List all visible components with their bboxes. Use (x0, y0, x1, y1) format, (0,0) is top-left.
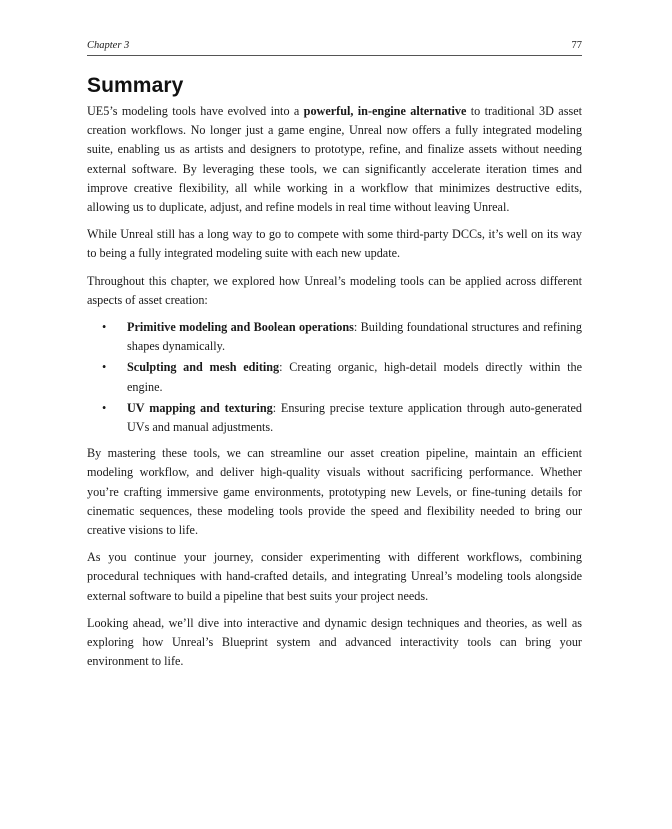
list-item (87, 318, 582, 356)
list-item-term: Primitive modeling and Boolean operations (127, 320, 354, 335)
list-item (87, 399, 582, 437)
page-number: 77 (571, 40, 582, 51)
page (87, 40, 582, 679)
list-item-term: UV mapping and texturing (127, 400, 273, 415)
bullet-mark: • (102, 320, 107, 335)
list-item-text: : Building foundational structures and refining shapes dynamically. (127, 320, 582, 354)
list-item-text: : Creating organic, high-detail models directly within the engine. (127, 360, 582, 394)
paragraph-intro-start: UE5’s modeling tools have evolved into a (87, 104, 304, 118)
paragraph-continue-journey: As you continue your journey, consider experimenting with different workflows, combining procedural techniques with hand-crafted details, and integrating Unreal’s modeling tools alongside external software to build a pipeline that best suits your project needs. (87, 550, 582, 603)
bullet-mark: • (102, 360, 107, 375)
paragraph-intro (87, 102, 582, 217)
paragraph-dcc-comparison: While Unreal still has a long way to go to compete with some third-party DCCs, it’s well on its way to being a fully integrated modeling suite with each new update. (87, 227, 582, 261)
list-item-text: : Ensuring precise texture application through auto-generated UVs and manual adjustments. (127, 400, 582, 435)
list-item-term: Sculpting and mesh editing (127, 360, 280, 375)
chapter-label: Chapter 3 (87, 40, 130, 51)
list-item (87, 358, 582, 396)
paragraph-looking-ahead: Looking ahead, we’ll dive into interactive and dynamic design techniques and theories, as well as exploring how Unreal’s Blueprint system and advanced interactivity tools can bring your environment to life. (87, 615, 582, 669)
paragraph-intro-emphasis: powerful, in-engine alternative (303, 104, 467, 118)
running-header (87, 40, 582, 56)
bullet-mark: • (102, 400, 107, 415)
paragraph-intro-rest: to traditional 3D asset creation workflows. No longer just a game engine, Unreal now offers a fully integrated modeling suite, enabling us as artists and designers to prototype, refine, and finalize assets without needing external software. By leveraging these tools, we can significantly accelerate iteration times and improve creative flexibility, all while working in a workflow that minimizes destructive edits, allowing us to duplicate, adjust, and refine models in real time without leaving Unreal. (87, 104, 582, 215)
topic-list (87, 318, 582, 437)
paragraph-chapter-overview: Throughout this chapter, we explored how Unreal’s modeling tools can be applied across different aspects of asset creation: (87, 273, 582, 307)
paragraph-mastering: By mastering these tools, we can streamline our asset creation pipeline, maintain an efficient modeling workflow, and deliver high-quality visuals without sacrificing performance. Whether you’re crafting immersive game environments, prototyping new Levels, or fine-tuning details for cinematic sequences, these modeling tools provide the speed and flexibility needed to bring our creative visions to life. (87, 446, 582, 538)
section-title: Summary (87, 74, 184, 97)
